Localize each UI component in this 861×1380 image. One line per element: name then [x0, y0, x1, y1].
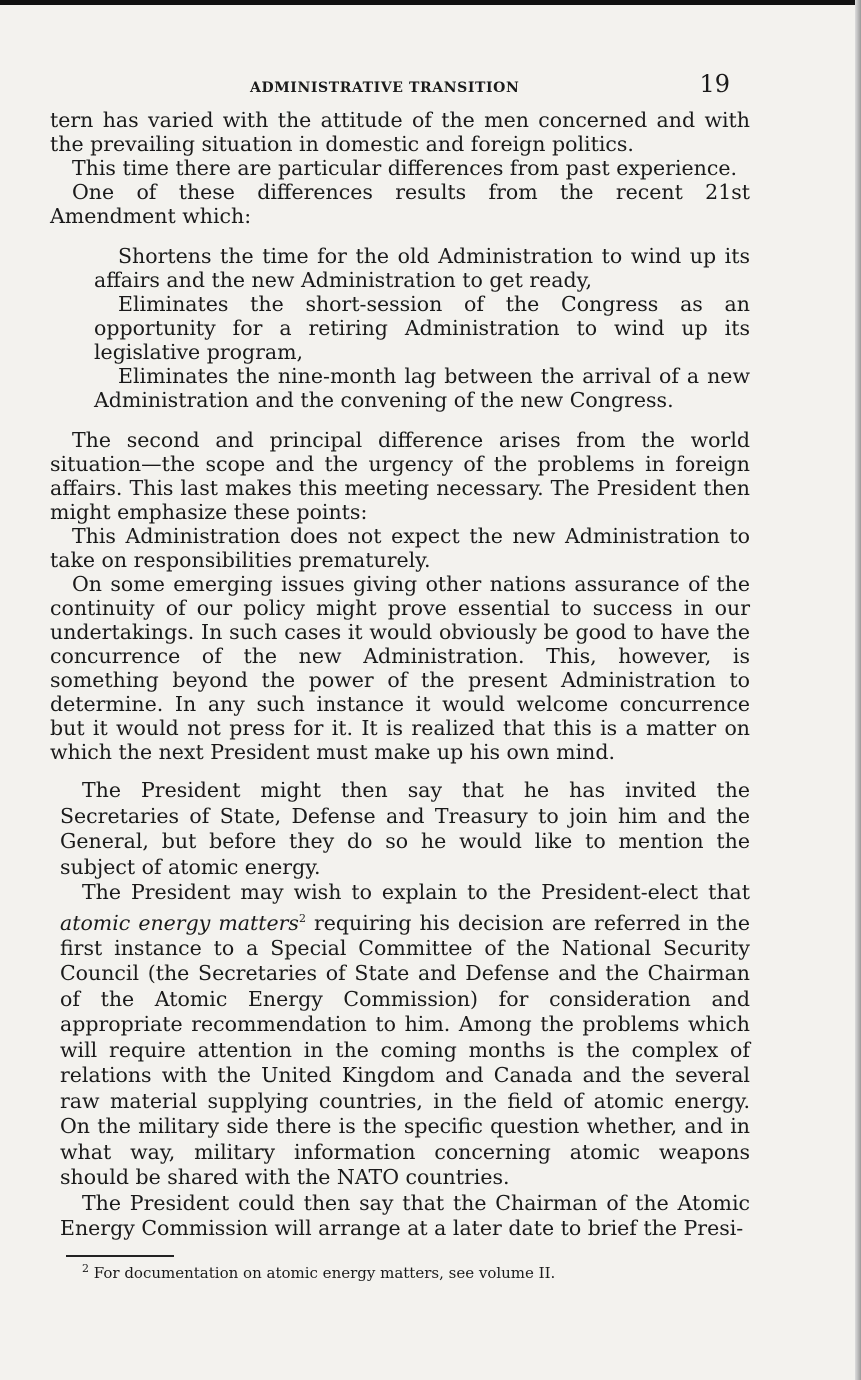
paragraph-4: The second and principal difference arises from the world situation—the scope and the urgency of the problems in foreign affairs. This last makes this meeting necessary. The President then might emphasize these points:	[50, 428, 750, 524]
list-item: Eliminates the nine-month lag between the arrival of a new Administration and the convening of the new Congress.	[94, 364, 750, 412]
footnote-ref: 2	[298, 911, 306, 925]
paragraph-3: One of these differences results from the recent 21st Amendment which:	[50, 180, 750, 228]
footnote-marker: 2	[82, 1262, 89, 1275]
body-text	[50, 108, 750, 1242]
atomic-energy-matters: atomic energy matters	[60, 910, 299, 935]
footnote	[82, 1262, 555, 1282]
paragraph-8-lead: The President may wish to explain to the President-elect that	[82, 880, 750, 904]
amendment-list	[50, 244, 750, 412]
running-title: ADMINISTRATIVE TRANSITION	[250, 80, 520, 96]
paragraph-5: This Administration does not expect the new Administration to take on responsibilities prematurely.	[50, 524, 750, 572]
paragraph-2: This time there are particular differences from past experience.	[72, 156, 737, 180]
page	[50, 68, 750, 1242]
page-number: 19	[699, 70, 730, 98]
list-item: Eliminates the short-session of the Congress as an opportunity for a retiring Administration to wind up its legislative program,	[94, 292, 750, 364]
lower-section	[50, 778, 750, 1242]
paragraph-6: On some emerging issues giving other nations assurance of the continuity of our policy might prove essential to success in our undertakings. In such cases it would obviously be good to have the concurrence of the new Administration. This, however, is something beyond the power of the present Administration to determine. In any such instance it would welcome concurrence but it would not press for it. It is realized that this is a matter on which the next President must make up his own mind.	[50, 572, 750, 764]
paragraph-7: The President might then say that he has invited the Secretaries of State, Defense and Treasury to join him and the General, but before they do so he would like to mention the subject of atomic energy.	[60, 778, 750, 879]
list-item: Shortens the time for the old Administration to wind up its affairs and the new Administration to get ready,	[94, 244, 750, 292]
paragraph-8	[60, 880, 750, 1191]
running-head	[50, 68, 750, 108]
paragraph-9: The President could then say that the Chairman of the Atomic Energy Commission will arrange at a later date to brief the Presi-	[60, 1190, 750, 1241]
top-border	[0, 0, 861, 5]
footnote-rule	[66, 1255, 174, 1257]
paragraph-1: tern has varied with the attitude of the men concerned and with the prevailing situation in domestic and foreign politics.	[50, 108, 750, 156]
paragraph-8-rest: requiring his decision are referred in the first instance to a Special Committee of the National Security Council (the Secretaries of State and Defense and the Chairman of the Atomic Energy Commission) for consideration and appropriate recommendation to him. Among the problems which will require attention in the coming months is the complex of relations with the United Kingdom and Canada and the several raw material supplying countries, in the field of atomic energy. On the military side there is the specific question whether, and in what way, military information concerning atomic weapons should be shared with the NATO countries.	[60, 910, 751, 1190]
page-edge	[855, 0, 861, 1380]
footnote-text: For documentation on atomic energy matters, see volume II.	[89, 1264, 556, 1282]
